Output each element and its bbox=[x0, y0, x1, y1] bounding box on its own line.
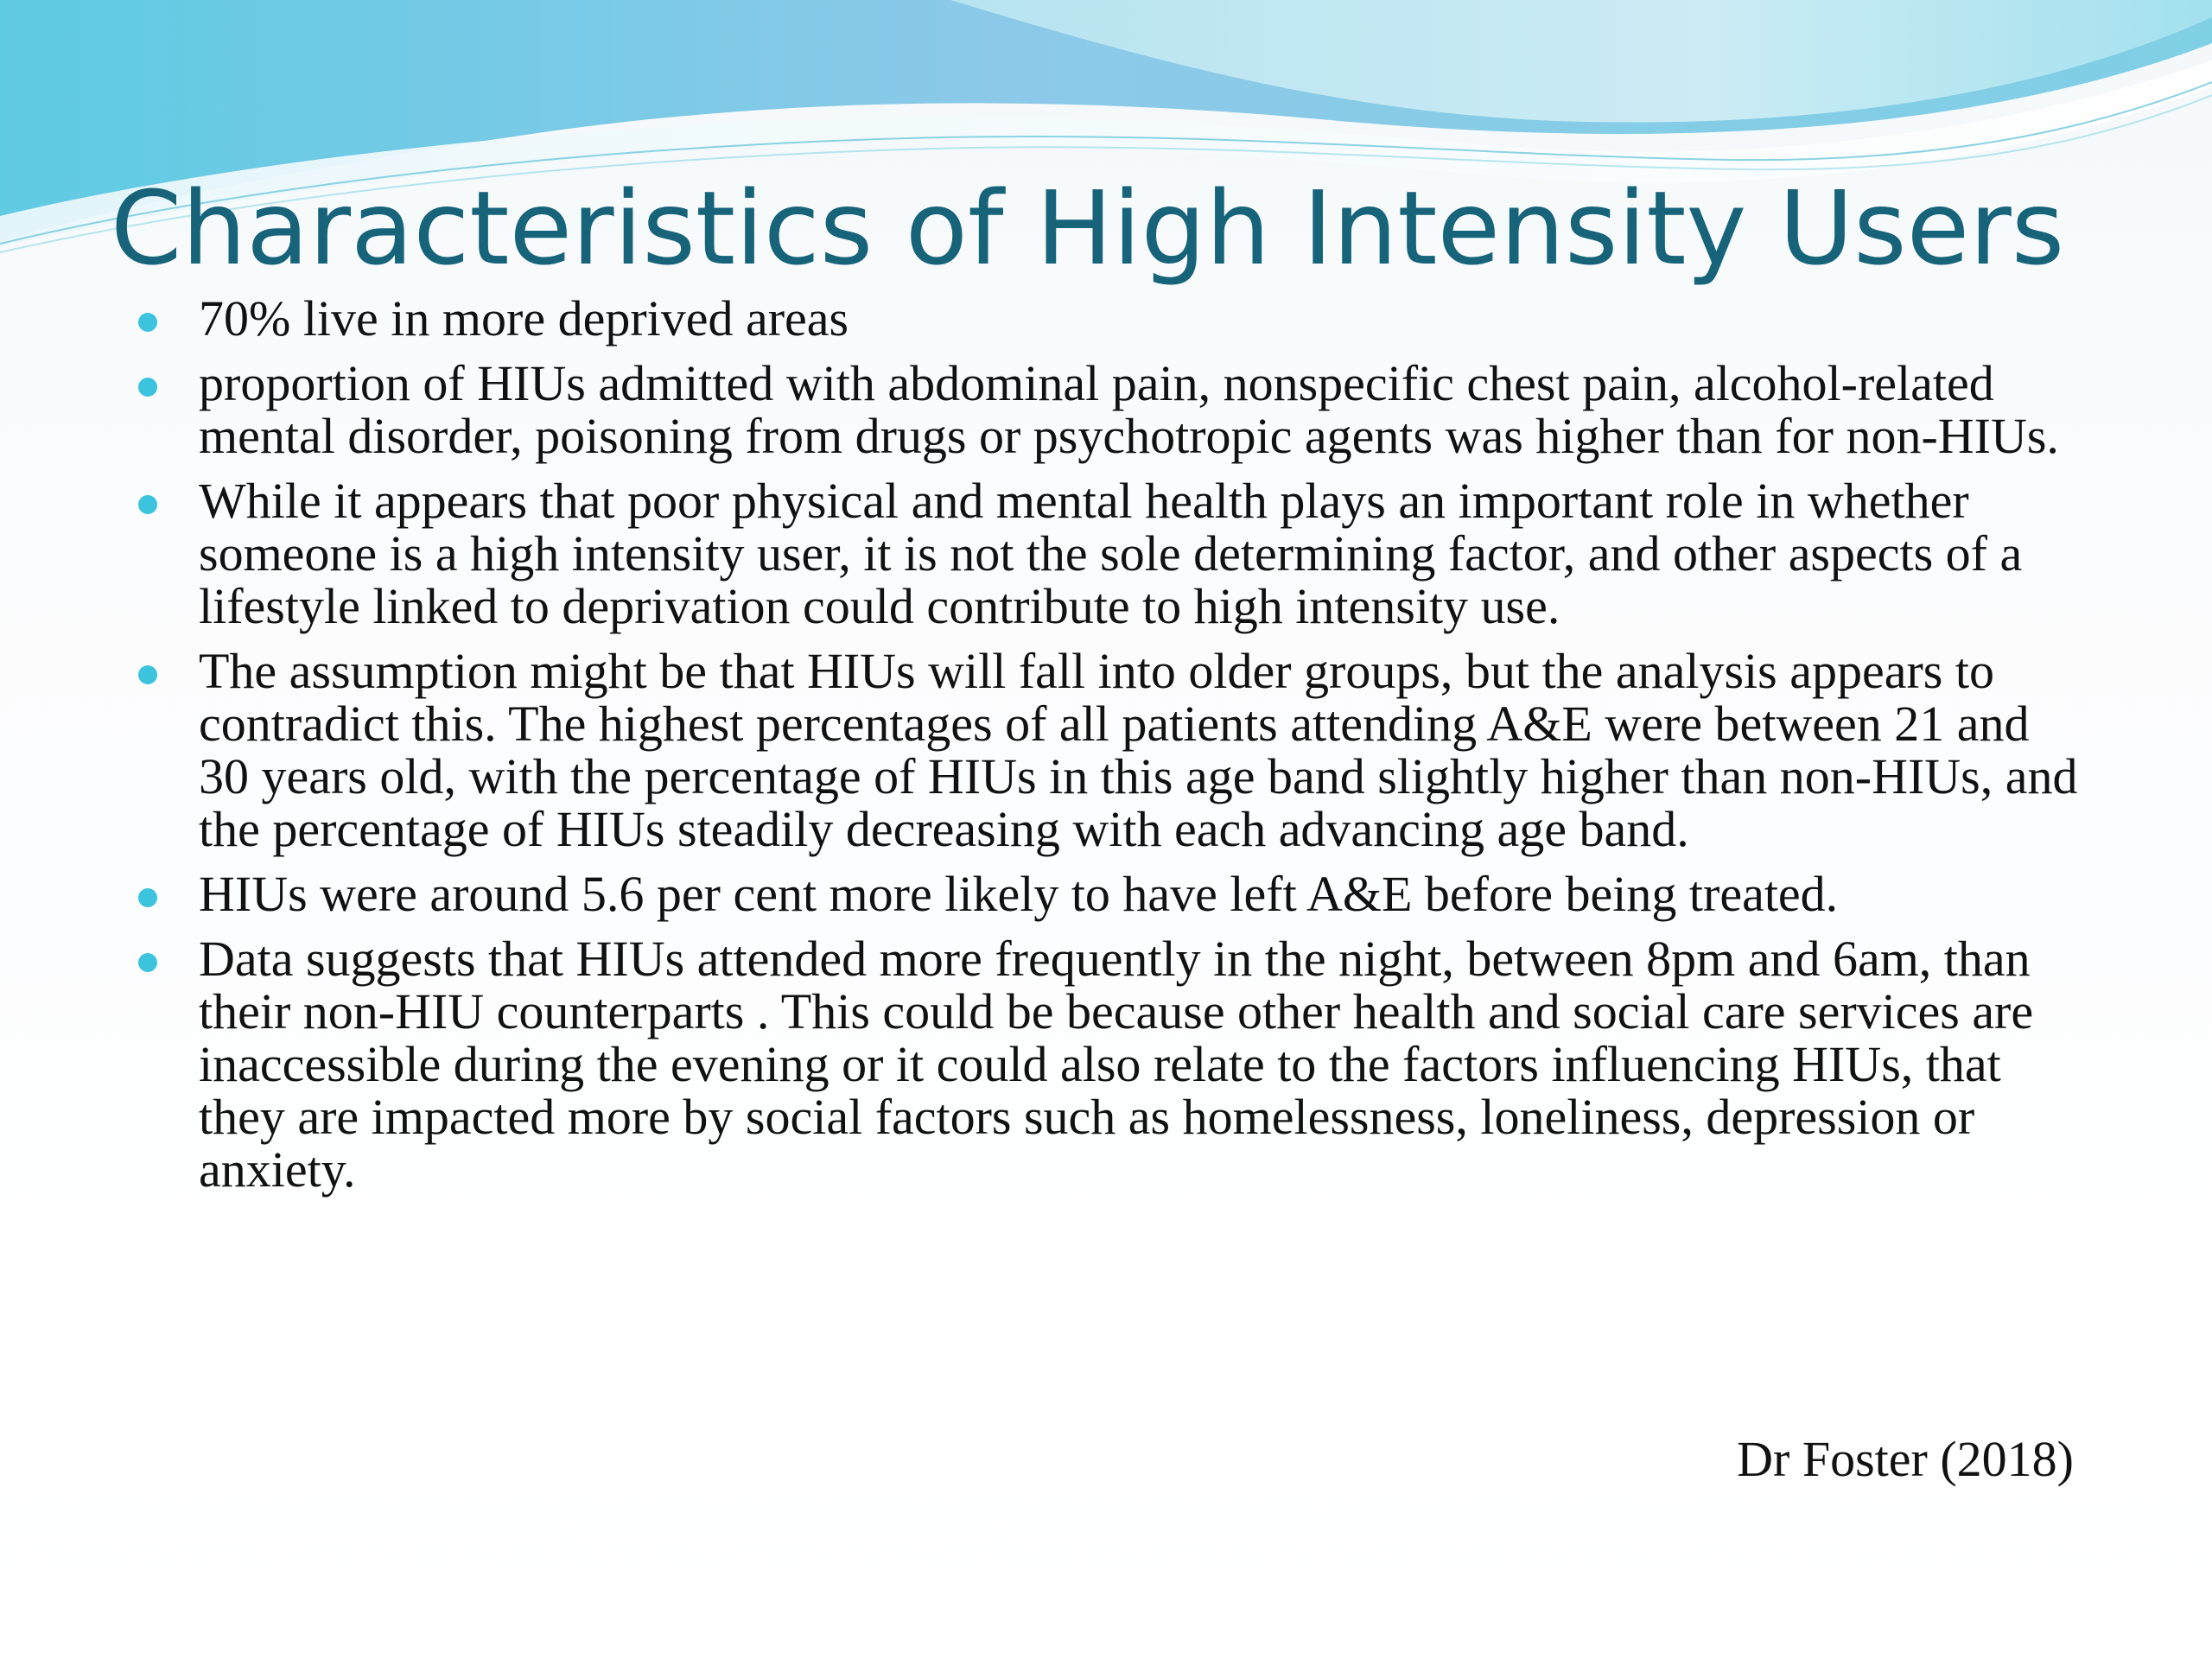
bullet-item bbox=[138, 357, 2082, 462]
citation: Dr Foster (2018) bbox=[1737, 1431, 2074, 1487]
bullet-text: Data suggests that HIUs attended more frequently in the night, between 8pm and 6am, than their non-HIU counterparts . This could be because other health and social care services are inaccessible during the evening or it could also relate to the factors influencing HIUs, that they are impacted more by social factors such as homelessness, loneliness, depression or anxiety. bbox=[199, 931, 2034, 1198]
bullet-text: While it appears that poor physical and mental health plays an important role in whether someone is a high intensity user, it is not the sole determining factor, and other aspects of a lifestyle linked to deprivation could contribute to high intensity use. bbox=[199, 473, 2023, 634]
bullet-item bbox=[138, 292, 2082, 345]
bullet-dot-icon bbox=[138, 665, 157, 684]
bullet-item bbox=[138, 868, 2082, 920]
bullet-dot-icon bbox=[138, 313, 157, 332]
bullet-item bbox=[138, 474, 2082, 632]
slide-title: Characteristics of High Intensity Users bbox=[111, 168, 2065, 288]
bullet-dot-icon bbox=[138, 378, 157, 397]
bullet-text: HIUs were around 5.6 per cent more likely to have left A&E before being treated. bbox=[199, 866, 1839, 922]
bullet-text: 70% live in more deprived areas bbox=[199, 290, 849, 346]
bullet-dot-icon bbox=[138, 495, 157, 514]
bullet-dot-icon bbox=[138, 888, 157, 907]
bullet-text: The assumption might be that HIUs will fall into older groups, but the analysis appears to contradict this. The highest percentages of all patients attending A&E were between 21 and 30 years old, with the percentage of HIUs in this age band slightly higher than non-HIUs, and the percentage of HIUs steadily decreasing with each advancing age band. bbox=[199, 643, 2078, 857]
bullet-list bbox=[138, 292, 2082, 1208]
bullet-item bbox=[138, 932, 2082, 1196]
bullet-item bbox=[138, 645, 2082, 855]
bullet-text: proportion of HIUs admitted with abdominal pain, nonspecific chest pain, alcohol-related mental disorder, poisoning from drugs or psychotropic agents was higher than for non-HIUs. bbox=[199, 355, 2059, 464]
bullet-dot-icon bbox=[138, 953, 157, 972]
